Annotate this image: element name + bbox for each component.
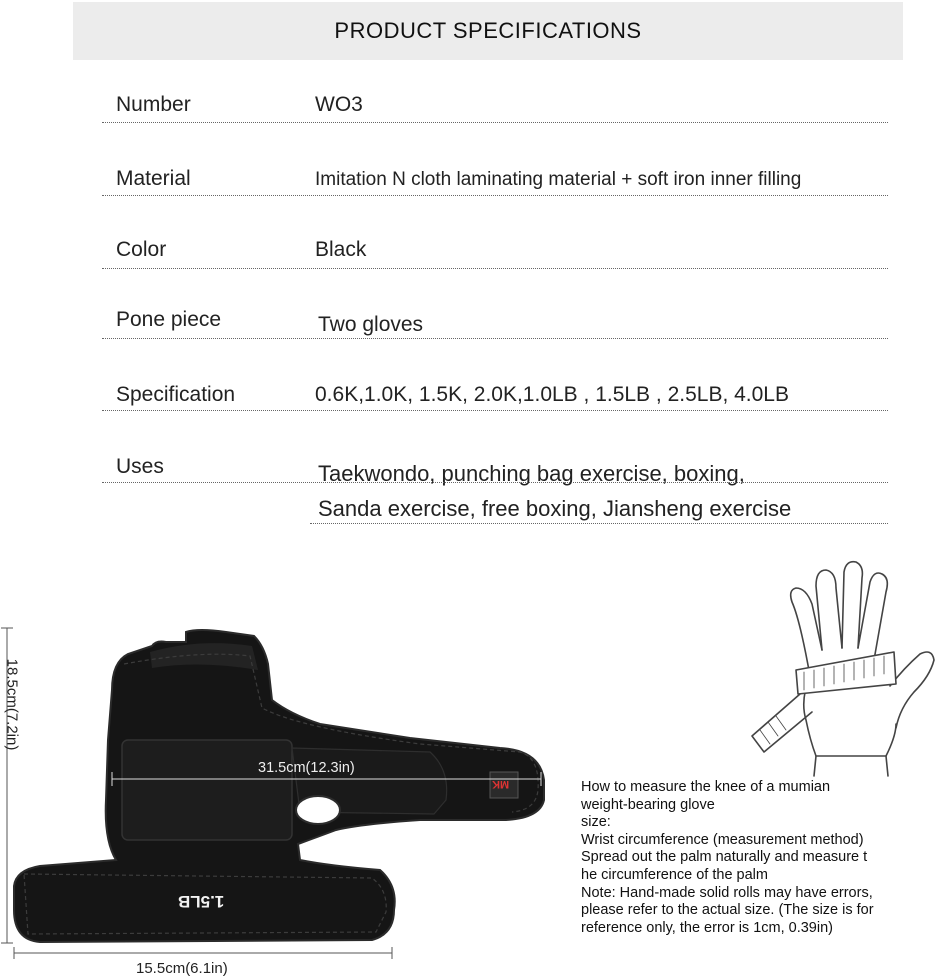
spec-value: WO3 bbox=[315, 93, 363, 116]
measure-instructions bbox=[581, 779, 946, 937]
spec-label: Color bbox=[116, 238, 167, 261]
instruction-line: size: bbox=[581, 814, 611, 831]
instruction-line: Spread out the palm naturally and measure t bbox=[581, 849, 868, 866]
instruction-line: weight-bearing glove bbox=[581, 796, 715, 813]
instruction-line: reference only, the error is 1cm, 0.39in) bbox=[581, 919, 833, 936]
instruction-line: he circumference of the palm bbox=[581, 866, 768, 883]
brand-logo: MK bbox=[492, 778, 510, 790]
spec-label: Material bbox=[116, 167, 191, 190]
spec-value: 0.6K,1.0K, 1.5K, 2.0K,1.0LB , 1.5LB , 2.5LB, 4.0LB bbox=[315, 383, 789, 406]
spec-value: Sanda exercise, free boxing, Jiansheng exercise bbox=[318, 496, 792, 521]
spec-label: Pone piece bbox=[116, 308, 222, 331]
spec-label: Specification bbox=[116, 383, 236, 406]
instruction-line: please refer to the actual size. (The size is for bbox=[581, 902, 874, 919]
instruction-line: Wrist circumference (measurement method) bbox=[581, 831, 864, 848]
spec-label: Uses bbox=[116, 455, 164, 478]
width-dimension: 15.5cm(6.1in) bbox=[136, 960, 228, 977]
height-dimension: 18.5cm(7.2in) bbox=[3, 658, 21, 751]
spec-title: PRODUCT SPECIFICATIONS bbox=[334, 18, 642, 43]
spec-value: Taekwondo, punching bag exercise, boxing, bbox=[318, 461, 745, 486]
length-dimension: 31.5cm(12.3in) bbox=[258, 760, 355, 776]
spec-value: Black bbox=[315, 238, 367, 261]
spec-label: Number bbox=[116, 93, 191, 116]
weight-print: 1.5LB bbox=[178, 892, 225, 911]
instruction-line: How to measure the knee of a mumian bbox=[581, 779, 831, 795]
instruction-line: Note: Hand-made solid rolls may have errors, bbox=[581, 884, 873, 901]
spec-value: Imitation N cloth laminating material + soft iron inner filling bbox=[315, 169, 802, 190]
spec-value: Two gloves bbox=[318, 313, 424, 336]
